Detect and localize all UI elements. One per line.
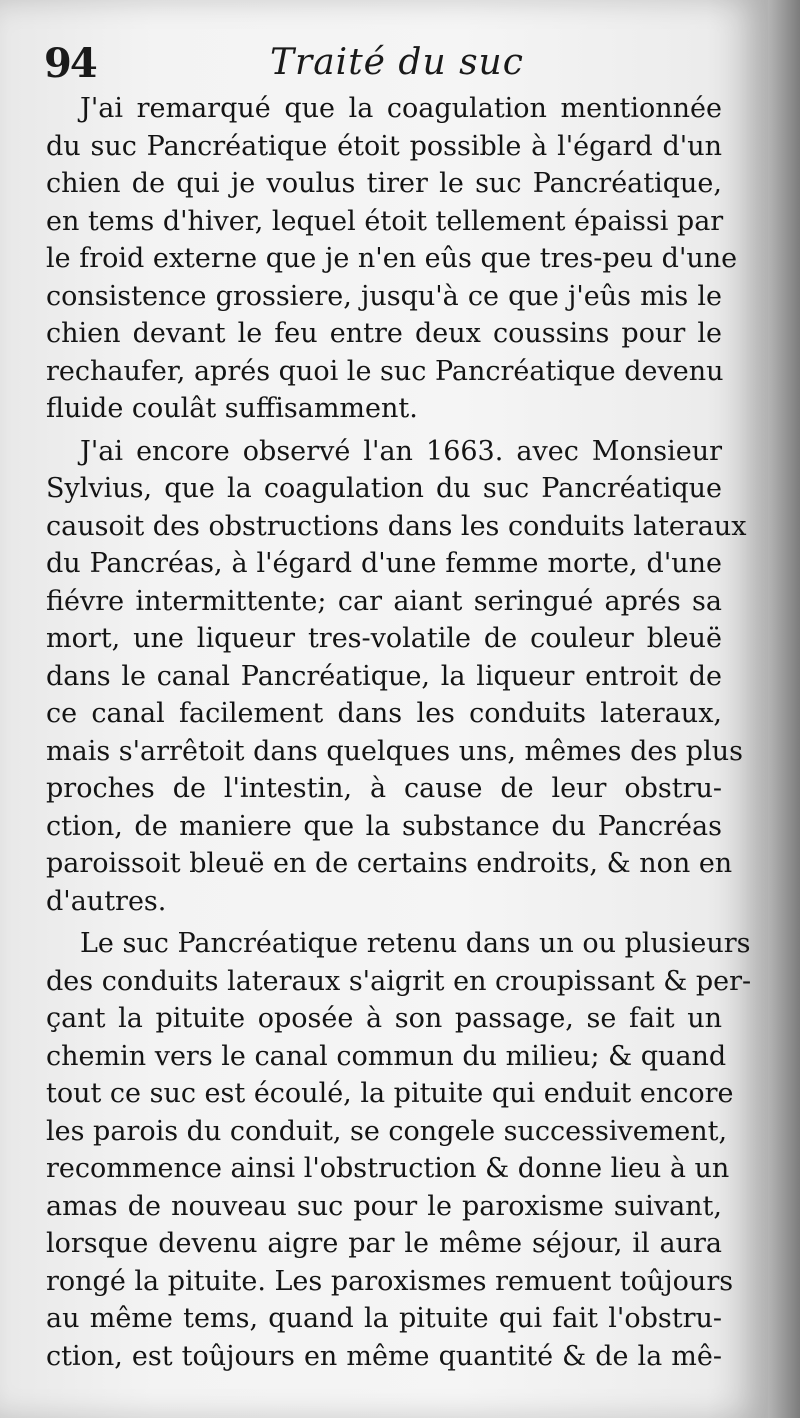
running-title: Traité du suc bbox=[270, 42, 524, 83]
text-line: ction, de maniere que la substance du Pancréas bbox=[46, 810, 722, 842]
page-number: 94 bbox=[44, 40, 96, 87]
text-line: rechaufer, aprés quoi le suc Pancréatique devenu bbox=[46, 355, 724, 387]
text-line: rongé la pituite. Les paroxismes remuent toûjours bbox=[46, 1265, 734, 1297]
text-line: le froid externe que je n'en eûs que tres-peu d'une bbox=[46, 243, 738, 274]
text-line: des conduits lateraux s'aigrit en croupissant & per- bbox=[46, 965, 752, 997]
text-line: chien devant le feu entre deux coussins pour le bbox=[46, 318, 722, 349]
text-line: mort, une liqueur tres-volatile de couleur bleuë bbox=[46, 623, 722, 654]
text-line: dans le canal Pancréatique, la liqueur entroit de bbox=[46, 660, 722, 692]
body-text bbox=[46, 90, 752, 1375]
text-line: lorsque devenu aigre par le même séjour, il aura bbox=[46, 1228, 722, 1259]
text-line: au même tems, quand la pituite qui fait l'obstru- bbox=[46, 1303, 722, 1334]
page-header bbox=[44, 40, 734, 96]
text-line: paroissoit bleuë en de certains endroits, & non en bbox=[46, 848, 733, 879]
text-line: J'ai remarqué que la coagulation mentionnée bbox=[80, 93, 722, 124]
text-line: en tems d'hiver, lequel étoit tellement épaissi par bbox=[46, 205, 724, 237]
text-line: chemin vers le canal commun du milieu; & quand bbox=[46, 1040, 727, 1072]
text-line: du suc Pancréatique étoit possible à l'égard d'un bbox=[46, 130, 722, 162]
text-line: amas de nouveau suc pour le paroxisme suivant, bbox=[46, 1190, 722, 1222]
text-line: ction, est toûjours en même quantité & de la mê- bbox=[46, 1340, 722, 1372]
text-line: mais s'arrêtoit dans quelques uns, mêmes des plus bbox=[46, 735, 743, 767]
text-line: causoit des obstructions dans les conduits lateraux bbox=[46, 510, 747, 542]
text-line: chien de qui je voulus tirer le suc Pancréatique, bbox=[46, 168, 722, 199]
text-line: fluide coulât suffisamment. bbox=[46, 393, 418, 424]
text-line: Le suc Pancréatique retenu dans un ou plusieurs bbox=[80, 928, 751, 959]
text-line: du Pancréas, à l'égard d'une femme morte, d'une bbox=[46, 548, 722, 579]
text-line: fiévre intermittente; car aiant seringué aprés sa bbox=[46, 585, 722, 617]
text-line: tout ce suc est écoulé, la pituite qui enduit encore bbox=[46, 1078, 734, 1109]
text-line: recommence ainsi l'obstruction & donne lieu à un bbox=[46, 1153, 730, 1184]
text-line: consistence grossiere, jusqu'à ce que j'eûs mis le bbox=[46, 280, 722, 312]
text-line: Sylvius, que la coagulation du suc Pancréatique bbox=[46, 473, 722, 504]
paragraph-3 bbox=[46, 925, 752, 1375]
text-line: d'autres. bbox=[46, 885, 167, 917]
text-line: ce canal facilement dans les conduits lateraux, bbox=[46, 698, 722, 729]
text-line: çant la pituite oposée à son passage, se fait un bbox=[46, 1003, 722, 1034]
text-line: proches de l'intestin, à cause de leur obstru- bbox=[46, 773, 722, 804]
page-edge-shadow bbox=[768, 0, 800, 1418]
text-line: J'ai encore observé l'an 1663. avec Monsieur bbox=[80, 435, 722, 467]
paragraph-1 bbox=[46, 90, 738, 428]
paragraph-2 bbox=[46, 433, 747, 921]
text-line: les parois du conduit, se congele successivement, bbox=[46, 1115, 728, 1147]
